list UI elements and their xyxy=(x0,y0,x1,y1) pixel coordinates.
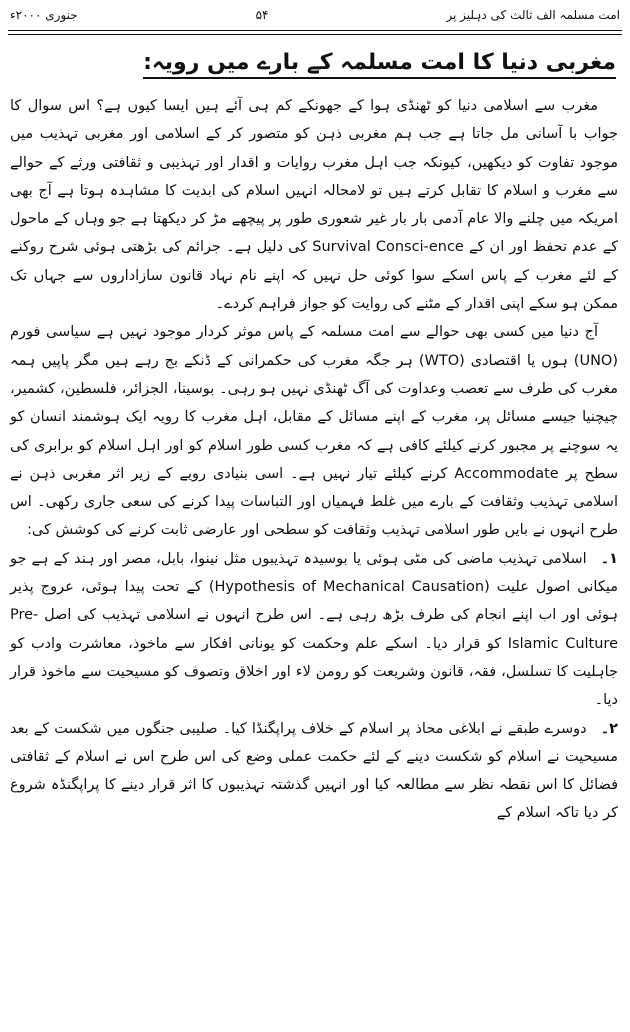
article-heading-block xyxy=(143,44,616,84)
list-item-text: اسلامی تہذیب ماضی کی مٹی ہوئی یا بوسیدہ تہذیبوں مثل نینوا، بابل، مصر اور ہند کے ہے جو میکانی اصول علیت (Hypothesis of Mechanical Causation) کے تحت پیدا ہوئی، عروج پذیر ہوئی اور اب اپنے انجام کی طرف بڑھ رہی ہے۔ اس طرح انہوں نے اسلامی تہذیب کی اصل Pre-Islamic Culture کو قرار دیا۔ اسکے علم وحکمت کو یونانی افکار سے ماخوذ، معاشرت وادب کو جاہلیت کا تسلسل، فقہ، قانون وشریعت کو رومن لاء اور اخلاق وتصوف کو مسیحیت سے ماخوذ قرار دیا۔ xyxy=(10,550,619,709)
paragraph-1: مغرب سے اسلامی دنیا کو ٹھنڈی ہوا کے جھونکے کم ہی آئے ہیں ایسا کیوں ہے؟ اس سوال کا جواب با آسانی مل جاتا ہے جب ہم مغربی ذہن کو متصور کر کے اسلامی اور مغربی تہذیب میں موجود تفاوت کو دیکھیں، کیونکہ جب اہل مغرب روایات و اقدار اور تہذیبی و ثقافتی ورثے کے حوالے سے مغرب و اسلام کا تقابل کرتے ہیں تو لامحالہ انہیں اسلام کی ابدیت کا مشاہدہ ہوتا ہے آج بھی امریکہ میں چلنے والا عام آدمی بار بار غیر شعوری طور پر پیچھے مڑ کر دیکھتا ہے جو وہاں کے ماحول کے عدم تحفظ اور ان کے Survival Consci-ence کی دلیل ہے۔ جرائم کی بڑھتی ہوئی شرح روکنے کے لئے مغرب کے پاس اسکے سوا کوئی حل نہیں کہ اپنے نام نہاد قانون سازاداروں سے جہاں تک ممکن ہو سکے اپنی اقدار کے مٹنے کی روایت کو جواز فراہم کردے۔ xyxy=(10,98,618,313)
header-date: جنوری ۲۰۰۰ء xyxy=(10,8,78,22)
list-item-1 xyxy=(10,545,618,715)
header-rule-bottom xyxy=(8,34,622,35)
list-item-number: ۱۔ xyxy=(600,550,618,567)
header-publication-title: امت مسلمہ الف ثالث کی دہلیز پر xyxy=(446,8,620,22)
list-item-number: ۲۔ xyxy=(600,720,618,737)
list-item-text: دوسرے طبقے نے ابلاغی محاذ پر اسلام کے خلاف پراپگنڈا کیا۔ صلیبی جنگوں میں شکست کے بعد مسیحیت نے اسلام کو شکست دینے کے لئے حکمت عملی وضع کی اس طرح اس نے اسلام کے ثقافتی فضائل کا اس نقطہ نظر سے مطالعہ کیا اور انہیں گذشتہ تہذیبوں کا اثر قرار دینے کا پراپگنڈہ شروع کر دیا تاکہ اسلام کے xyxy=(10,720,618,822)
paragraph-2: آج دنیا میں کسی بھی حوالے سے امت مسلمہ کے پاس موثر کردار موجود نہیں ہے سیاسی فورم (UNO) ہوں یا اقتصادی (WTO) ہر جگہ مغرب کی حکمرانی کے ڈنکے بج رہے ہیں مگر پاپیں ہمہ مغرب کی طرف سے تعصب وعداوت کی آگ ٹھنڈی نہیں ہو رہی۔ بوسینا، الجزائر، فلسطین، کشمیر، چیچنیا جیسے مسائل پر، مغرب کے اپنے مسائل کے مقابل، اہل مغرب کا رویہ ایک ہوشمند انسان کو یہ سوچنے پر مجبور کرنے کیلئے کافی ہے کہ مغرب کسی طور اسلام کو اور اہل اسلام کو برابری کی سطح پر Accommodate کرنے کیلئے تیار نہیں ہے۔ اسی بنیادی رویے کے زیر اثر مغربی ذہن نے اسلامی تہذیب وثقافت کے بارے میں غلط فہمیاں اور التباسات پیدا کرنے کی سعی جاری رکھی۔ اس طرح انہوں نے بایں طور اسلامی تہذیب وثقافت کو سطحی اور عارضی ثابت کرنے کی کوشش کی: xyxy=(10,324,618,539)
header-page-number: ۵۴ xyxy=(255,8,269,22)
list-item-2 xyxy=(10,715,618,828)
article-heading: مغربی دنیا کا امت مسلمہ کے بارے میں رویہ: xyxy=(143,50,616,79)
running-header xyxy=(10,4,620,26)
header-rule-top xyxy=(8,30,622,31)
article-body xyxy=(10,92,618,828)
